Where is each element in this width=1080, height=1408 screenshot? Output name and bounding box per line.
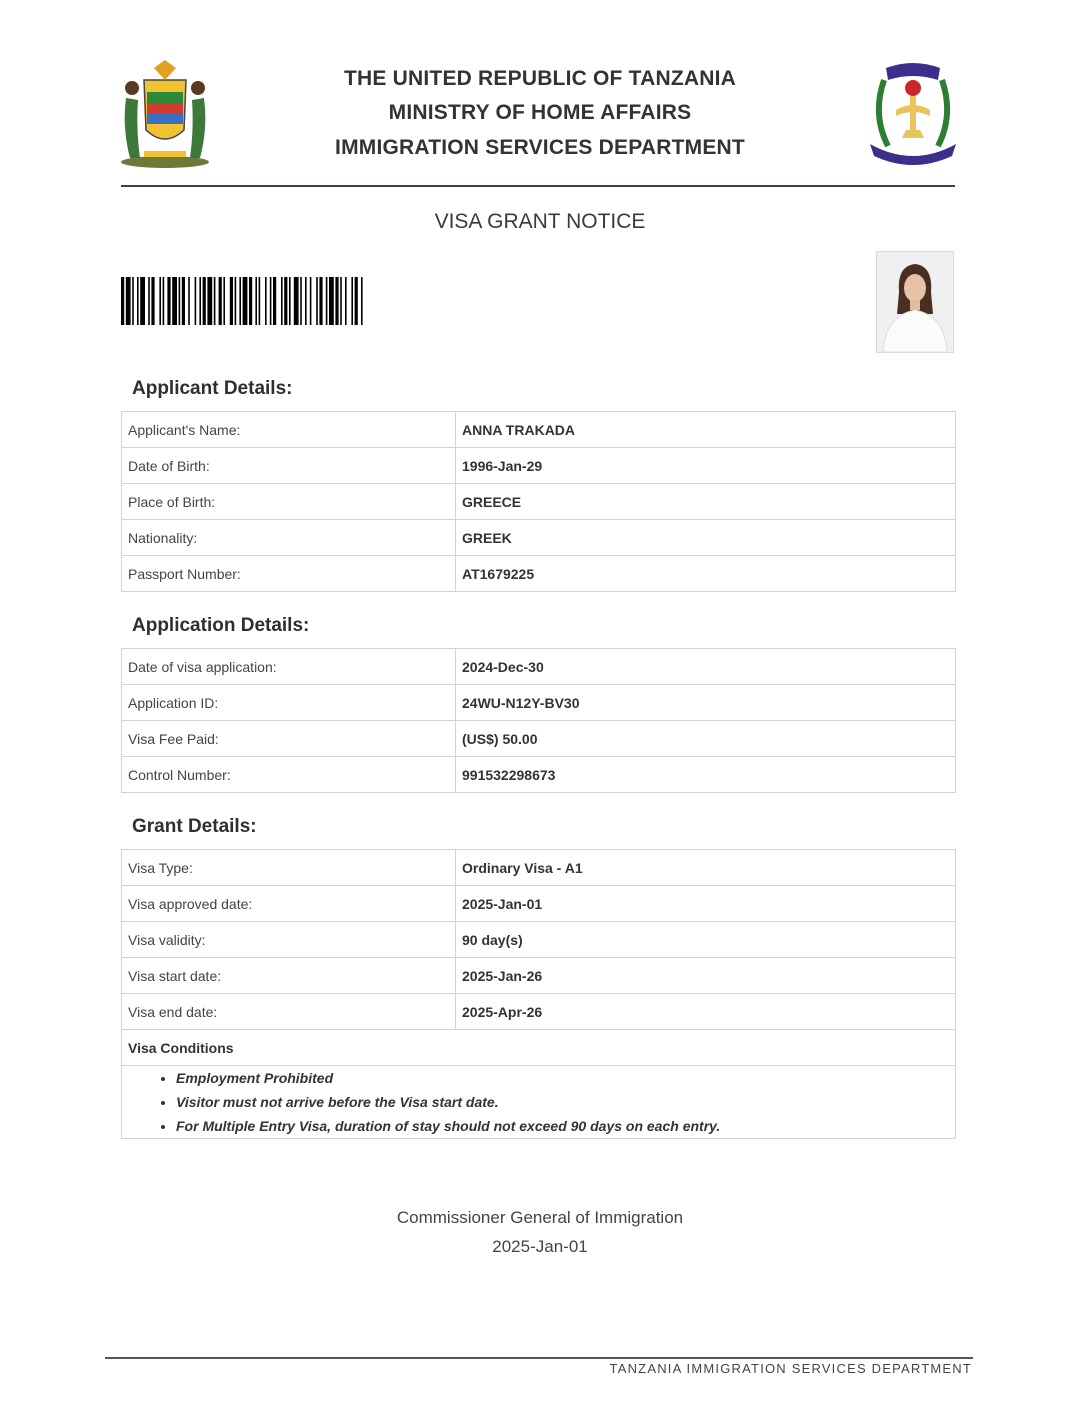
nationality-value: GREEK: [456, 520, 956, 556]
visa-end-date-value: 2025-Apr-26: [456, 994, 956, 1030]
document-title: VISA GRANT NOTICE: [434, 210, 646, 233]
header-ministry: MINISTRY OF HOME AFFAIRS: [388, 101, 692, 124]
grant-details-heading: Grant Details:: [132, 816, 257, 837]
visa-fee-label: Visa Fee Paid:: [122, 721, 456, 757]
visa-approved-date-label: Visa approved date:: [122, 886, 456, 922]
table-row: [122, 484, 956, 520]
control-number-value: 991532298673: [456, 757, 956, 793]
place-of-birth-label: Place of Birth:: [122, 484, 456, 520]
visa-fee-value: (US$) 50.00: [456, 721, 956, 757]
visa-validity-value: 90 day(s): [456, 922, 956, 958]
application-date-value: 2024-Dec-30: [456, 649, 956, 685]
visa-conditions-cell: [122, 1066, 956, 1139]
header-country: THE UNITED REPUBLIC OF TANZANIA: [344, 67, 736, 90]
visa-end-date-label: Visa end date:: [122, 994, 456, 1030]
visa-start-date-label: Visa start date:: [122, 958, 456, 994]
visa-start-date-value: 2025-Jan-26: [456, 958, 956, 994]
visa-type-value: Ordinary Visa - A1: [456, 850, 956, 886]
signatory-title: Commissioner General of Immigration: [396, 1208, 684, 1227]
table-row: [122, 994, 956, 1030]
date-of-birth-value: 1996-Jan-29: [456, 448, 956, 484]
footer-text: TANZANIA IMMIGRATION SERVICES DEPARTMENT: [609, 1361, 972, 1376]
place-of-birth-value: GREECE: [456, 484, 956, 520]
passport-number-label: Passport Number:: [122, 556, 456, 592]
table-row: [122, 958, 956, 994]
control-number-label: Control Number:: [122, 757, 456, 793]
table-row: [122, 412, 956, 448]
applicant-name-value: ANNA TRAKADA: [456, 412, 956, 448]
applicant-photo: [876, 251, 954, 353]
table-row: [122, 1066, 956, 1139]
table-row: [122, 448, 956, 484]
date-of-birth-label: Date of Birth:: [122, 448, 456, 484]
table-row: [122, 1030, 956, 1066]
application-date-label: Date of visa application:: [122, 649, 456, 685]
table-row: [122, 757, 956, 793]
grant-details-table: [121, 849, 956, 1139]
passport-number-value: AT1679225: [456, 556, 956, 592]
table-row: [122, 922, 956, 958]
application-id-value: 24WU-N12Y-BV30: [456, 685, 956, 721]
table-row: [122, 685, 956, 721]
visa-type-label: Visa Type:: [122, 850, 456, 886]
applicant-name-label: Applicant's Name:: [122, 412, 456, 448]
header-department: IMMIGRATION SERVICES DEPARTMENT: [335, 136, 745, 159]
list-item: • Employment Prohibited: [176, 1066, 949, 1090]
application-details-heading: Application Details:: [132, 615, 310, 636]
coat-of-arms-icon: [118, 58, 212, 170]
table-row: [122, 649, 956, 685]
table-row: [122, 886, 956, 922]
barcode-icon: [121, 277, 557, 325]
footer-divider: [105, 1357, 973, 1359]
list-item: • For Multiple Entry Visa, duration of stay should not exceed 90 days on each entry.: [176, 1114, 949, 1138]
applicant-details-heading: Applicant Details:: [132, 378, 293, 399]
list-item: • Visitor must not arrive before the Visa start date.: [176, 1090, 949, 1114]
applicant-portrait-icon: [877, 252, 953, 352]
visa-approved-date-value: 2025-Jan-01: [456, 886, 956, 922]
immigration-emblem-icon: [866, 60, 960, 168]
table-row: [122, 520, 956, 556]
visa-conditions-heading: Visa Conditions: [122, 1030, 956, 1066]
header-divider: [121, 185, 955, 187]
visa-conditions-list: [128, 1066, 949, 1138]
table-row: [122, 850, 956, 886]
signature-date: 2025-Jan-01: [492, 1237, 588, 1256]
visa-validity-label: Visa validity:: [122, 922, 456, 958]
application-id-label: Application ID:: [122, 685, 456, 721]
table-row: [122, 556, 956, 592]
application-details-table: [121, 648, 956, 793]
applicant-details-table: [121, 411, 956, 592]
nationality-label: Nationality:: [122, 520, 456, 556]
table-row: [122, 721, 956, 757]
